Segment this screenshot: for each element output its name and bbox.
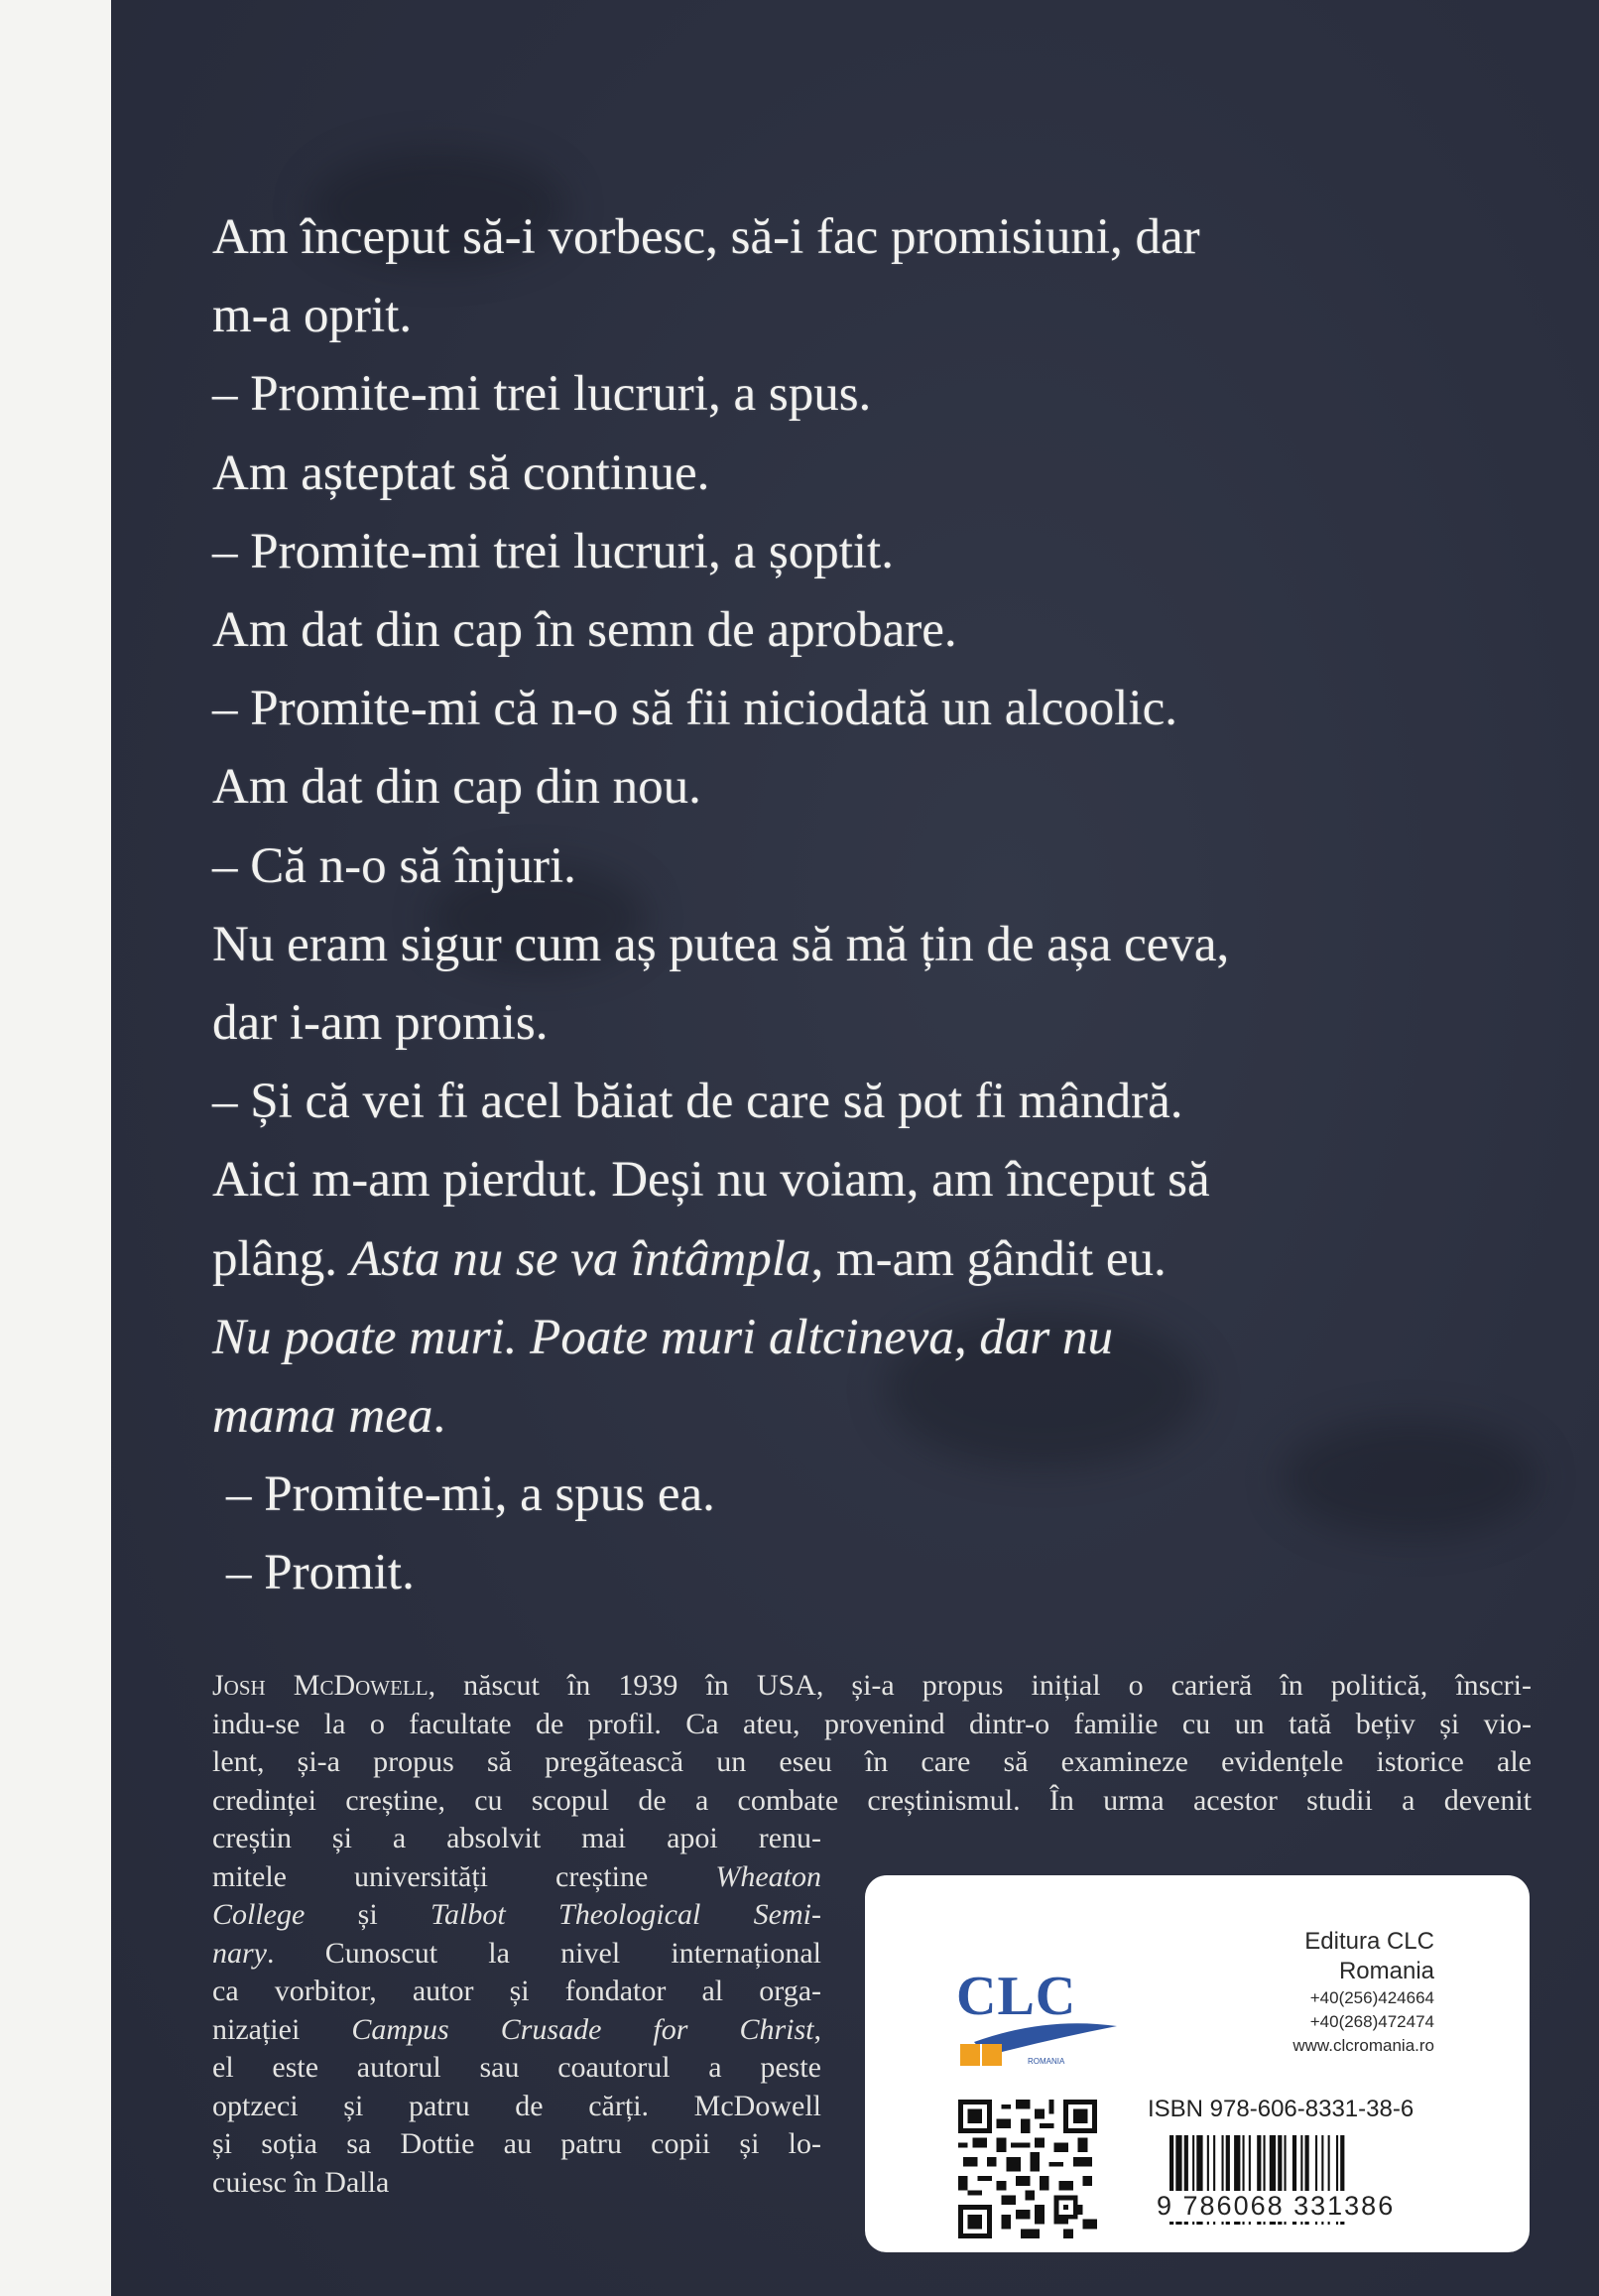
quote-line: – Și că vei fi acel băiat de care să pot fi mândră. (212, 1074, 1183, 1130)
publisher-info (1292, 1927, 1434, 2058)
quote-line: Am început să-i vorbesc, să-i fac promisiuni, dar (212, 209, 1200, 265)
bio-line: el este autorul sau coautorul a peste (212, 2051, 821, 2084)
bio-line (212, 1896, 821, 1935)
publisher-phone: +40(256)424664 (1309, 1988, 1434, 2007)
quote-line: – Promit. (226, 1545, 415, 1601)
bio-text: , (813, 2012, 821, 2046)
quote-line: dar i-am promis. (212, 995, 549, 1052)
logo-swoosh-icon (956, 1965, 1125, 2074)
bio-text: și (305, 1898, 431, 1931)
bio-line (212, 1667, 1532, 1706)
bio-text: , născut în 1939 în USA, și-a propus inițial o carieră în politică, înscri- (428, 1669, 1532, 1702)
bio-line: cuiesc în Dalla (212, 2165, 390, 2199)
bio-italic: Talbot Theological Semi- (430, 1898, 821, 1931)
barcode-digits: 9 786068 331386 (1151, 2191, 1484, 2222)
bio-text: nizației (212, 2012, 352, 2046)
bio-line (212, 1935, 821, 1974)
bio-text: . Cunoscut la nivel internațional (267, 1936, 821, 1970)
quote-line: Nu eram sigur cum aș putea să mă țin de așa ceva, (212, 916, 1230, 972)
quote-line: Am dat din cap din nou. (212, 759, 701, 816)
publisher-panel (865, 1875, 1530, 2252)
bio-italic: College (212, 1898, 306, 1931)
publisher-country: Romania (1338, 1958, 1434, 1984)
bio-italic: Wheaton (715, 1859, 821, 1893)
quote-line (212, 1299, 1432, 1377)
quote-text: , m-am gândit eu. (810, 1230, 1167, 1287)
quote-line: Aici m-am pierdut. Deși nu voiam, am început să (212, 1152, 1210, 1209)
quote-text: . (432, 1388, 446, 1445)
clc-logo (956, 1965, 1125, 2074)
logo-text: CLC (956, 1966, 1077, 2027)
bio-text: mitele universități creștine (212, 1859, 716, 1893)
quote-excerpt (212, 198, 1432, 1613)
bio-line: creștin și a absolvit mai apoi renu- (212, 1822, 821, 1854)
quote-italic: Asta nu se va întâmpla (349, 1230, 811, 1287)
bio-italic: Campus Crusade for Christ (351, 2012, 814, 2046)
bio-line: indu-se la o facultate de profil. Ca ateu, provenind dintr-o familie cu un tată bețiv și vio- (212, 1707, 1532, 1740)
quote-line (212, 1377, 1432, 1456)
quote-line: – Promite-mi trei lucruri, a spus. (212, 366, 872, 423)
quote-italic: Nu poate muri. Poate muri altcineva, dar nu (212, 1309, 1113, 1365)
bio-line: optzeci și patru de cărți. McDowell (212, 2089, 821, 2122)
quote-text: plâng. (212, 1230, 350, 1287)
publisher-name: Editura CLC (1304, 1928, 1434, 1955)
bio-line: și soția sa Dottie au patru copii și lo- (212, 2127, 821, 2160)
isbn-label: ISBN 978-606-8331-38-6 (1148, 2096, 1414, 2122)
bio-italic: nary (212, 1936, 267, 1970)
publisher-phone: +40(268)472474 (1309, 2012, 1434, 2031)
quote-line: m-a oprit. (212, 288, 413, 344)
quote-line: – Promite-mi că n-o să fii niciodată un alcoolic. (212, 681, 1177, 737)
quote-line: – Promite-mi, a spus ea. (226, 1467, 715, 1523)
logo-subtext: ROMANIA (1028, 2057, 1065, 2066)
bio-line (212, 2011, 821, 2050)
bio-line: lent, și-a propus să pregătească un eseu în care să examineze evidențele istorice ale (212, 1745, 1532, 1778)
bio-line: credinței creștine, cu scopul de a combate creștinismul. În urma acestor studii a devenit (212, 1783, 1532, 1817)
quote-line: Am dat din cap în semn de aprobare. (212, 602, 957, 659)
quote-line: Am așteptat să continue. (212, 445, 710, 501)
bio-line (212, 1858, 821, 1897)
quote-line (212, 1220, 1432, 1299)
publisher-website: www.clcromania.ro (1292, 2036, 1434, 2055)
author-name: Josh McDowell (212, 1669, 429, 1702)
qr-code-icon (958, 2100, 1097, 2238)
bio-line: ca vorbitor, autor și fondator al orga- (212, 1975, 821, 2007)
quote-line: – Promite-mi trei lucruri, a șoptit. (212, 523, 894, 579)
quote-line: – Că n-o să înjuri. (212, 837, 576, 894)
quote-italic: mama mea (212, 1388, 433, 1445)
